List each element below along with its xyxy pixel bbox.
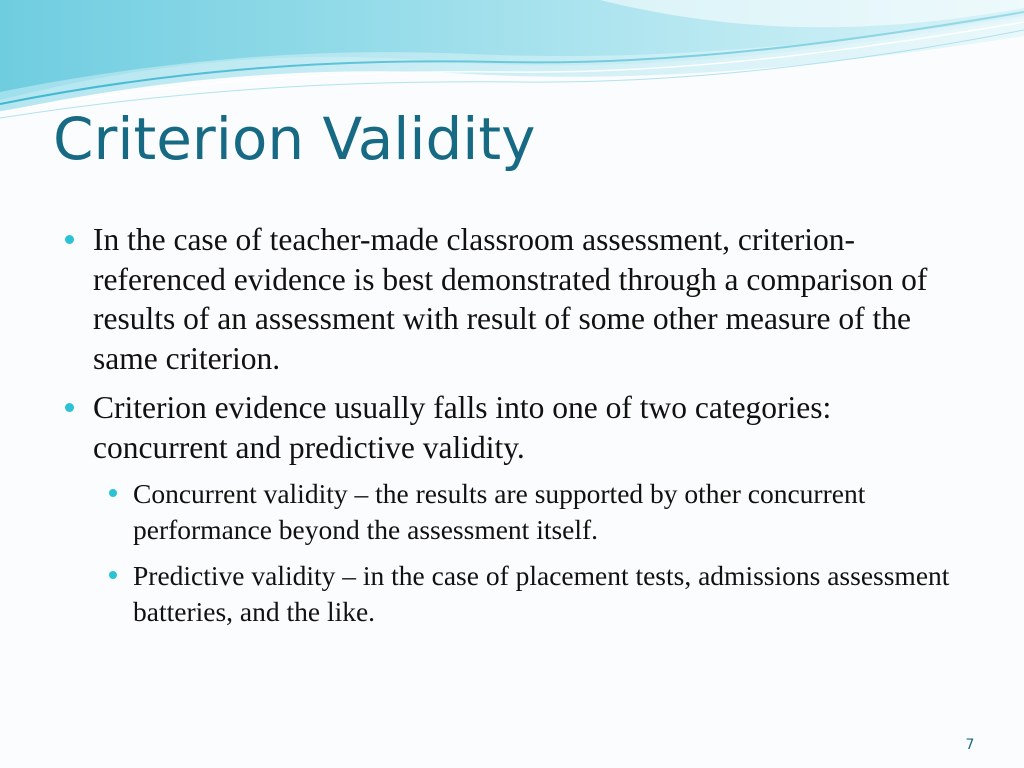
slide-title: Criterion Validity [53, 105, 536, 173]
bullet-dot-icon [65, 403, 74, 412]
bullet-item [93, 388, 973, 467]
sub-bullet-text: Predictive validity – in the case of placement tests, admissions assessment batteries, and the like. [133, 560, 950, 627]
sub-bullet-item [133, 558, 973, 629]
bullet-item [93, 220, 973, 378]
bullet-text: In the case of teacher-made classroom assessment, criterion-referenced evidence is best demonstrated through a comparison of results of an assessment with result of some other measure of the same criterion. [93, 222, 928, 376]
sub-bullet-item [133, 476, 973, 547]
page-number: 7 [965, 737, 975, 753]
bullet-dot-icon [109, 571, 117, 579]
bullet-text: Criterion evidence usually falls into one of two categories: concurrent and predictive validity. [93, 390, 832, 465]
sub-bullet-text: Concurrent validity – the results are supported by other concurrent performance beyond the assessment itself. [133, 478, 866, 545]
bullet-dot-icon [109, 489, 117, 497]
bullet-dot-icon [65, 235, 74, 244]
